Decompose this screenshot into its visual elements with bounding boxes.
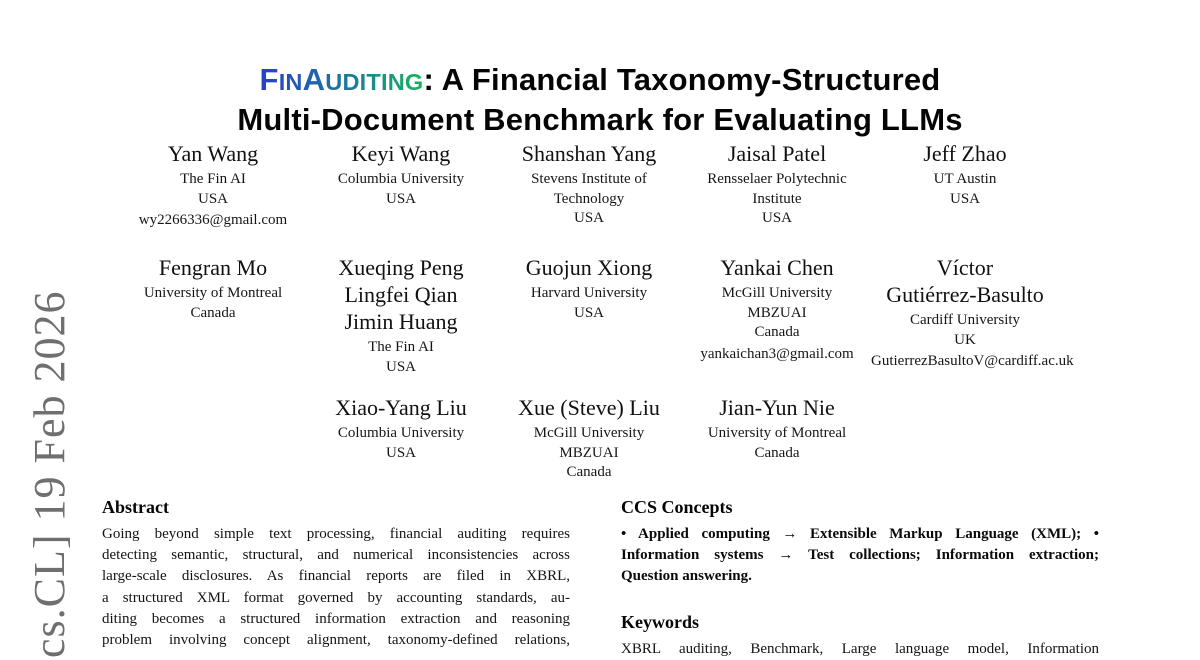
text-line: detecting semantic, structural, and numerical inconsistencies across [102, 547, 570, 564]
author-affiliation: USA [385, 444, 416, 461]
author-affiliation: USA [197, 190, 228, 207]
author-block [495, 140, 683, 231]
authors-row-3 [0, 394, 1189, 483]
author-affiliation: University of Montreal [707, 425, 847, 441]
author-name: Fengran Mo [158, 255, 268, 280]
author-email: wy2266336@gmail.com [138, 212, 288, 228]
author-block [307, 394, 495, 483]
title-line-2: Multi-Document Benchmark for Evaluating LLMs [237, 101, 963, 137]
author-block [119, 140, 307, 231]
author-block [871, 254, 1074, 377]
author-affiliation: Canada [754, 444, 800, 461]
author-name: Jaisal Patel [727, 141, 827, 166]
author-name: Jimin Huang [344, 309, 458, 334]
title-line-1-rest: : A Financial Taxonomy-Structured [423, 61, 941, 97]
author-affiliation: Rensselaer Polytechnic [707, 171, 847, 187]
author-block [871, 140, 1059, 231]
abstract-heading: Abstract [102, 497, 169, 517]
author-affiliation: USA [573, 210, 604, 226]
author-block [683, 394, 871, 483]
author-block [495, 254, 683, 377]
text-line: a structured XML format governed by accounting standards, au- [102, 589, 570, 606]
author-affiliation: Stevens Institute of [531, 171, 647, 187]
keywords-line: XBRL auditing, Benchmark, Large language model, Information [621, 640, 1099, 657]
text-line: diting becomes a structured information extraction and reasoning [102, 610, 570, 627]
author-affiliation: USA [573, 304, 604, 321]
author-affiliation: Cardiff University [909, 312, 1021, 328]
ccs-concepts-heading: CCS Concepts [621, 497, 733, 517]
authors-row-2 [0, 254, 1189, 377]
author-name: Keyi Wang [351, 141, 451, 166]
author-block [683, 254, 871, 377]
text-line: Going beyond simple text processing, financial auditing requires [102, 526, 570, 542]
author-affiliation: USA [761, 210, 792, 226]
keywords-text [621, 639, 1099, 660]
title-line-1 [260, 62, 941, 97]
author-name: Gutiérrez-Basulto [886, 282, 1044, 307]
author-name: Xiao-Yang Liu [335, 395, 467, 420]
text-line: Information systems → Test collections; Information extraction; [621, 547, 1099, 564]
author-affiliation: USA [949, 190, 980, 207]
text-line: large-scale disclosures. As financial reports are filed in XBRL, [102, 568, 570, 585]
author-name: Jian-Yun Nie [719, 395, 835, 420]
author-email: yankaichan3@gmail.com [700, 345, 854, 362]
author-name: Guojun Xiong [525, 255, 653, 280]
author-affiliation: Harvard University [530, 285, 648, 301]
author-affiliation: Canada [190, 304, 236, 321]
author-name: Yan Wang [167, 141, 259, 166]
abstract-section [102, 495, 570, 651]
author-affiliation: Columbia University [337, 425, 465, 441]
author-name: Shanshan Yang [521, 141, 657, 166]
author-affiliation: University of Montreal [143, 285, 283, 301]
author-affiliation: USA [385, 190, 416, 207]
author-email: GutierrezBasultoV@cardiff.ac.uk [871, 353, 1074, 369]
text-line: • Applied computing → Extensible Markup Language (XML); • [621, 526, 1099, 542]
finauditing-brand: FINAUDITING [259, 61, 424, 97]
author-affiliation: The Fin AI [368, 339, 434, 355]
author-affiliation: The Fin AI [180, 171, 246, 187]
text-line: Question answering. [621, 568, 752, 585]
arxiv-stamp: cs.CL] 19 Feb 2026 [25, 290, 74, 658]
author-name: Jeff Zhao [923, 141, 1007, 166]
author-name: Xueqing Peng [338, 255, 464, 280]
author-affiliation: UT Austin [933, 171, 997, 187]
author-affiliation: UK [954, 331, 976, 348]
author-affiliation: Canada [754, 324, 800, 340]
author-affiliation: Canada [566, 464, 612, 480]
author-affiliation: Technology [553, 190, 625, 207]
author-block [307, 140, 495, 231]
text-line: problem involving concept alignment, taxonomy-defined relations, [102, 632, 570, 649]
author-name: Yankai Chen [720, 255, 834, 280]
authors-row-1 [0, 140, 1189, 231]
author-affiliation: McGill University [721, 285, 833, 301]
author-block [683, 140, 871, 231]
author-affiliation: MBZUAI [559, 444, 619, 461]
author-block [119, 254, 307, 377]
author-affiliation: Columbia University [337, 171, 465, 187]
ccs-keywords-section [621, 495, 1099, 660]
paper-title [0, 61, 1200, 139]
author-name: Víctor [936, 255, 994, 280]
author-affiliation: USA [385, 358, 416, 375]
author-name: Lingfei Qian [344, 282, 458, 307]
author-name: Xue (Steve) Liu [518, 395, 660, 420]
author-affiliation: Institute [752, 190, 802, 207]
ccs-concepts-text [621, 524, 1099, 588]
author-affiliation: MBZUAI [747, 304, 807, 321]
author-block [307, 254, 495, 377]
abstract-text [102, 524, 570, 651]
keywords-heading: Keywords [621, 611, 699, 632]
author-block [495, 394, 683, 483]
author-affiliation: McGill University [533, 425, 645, 441]
